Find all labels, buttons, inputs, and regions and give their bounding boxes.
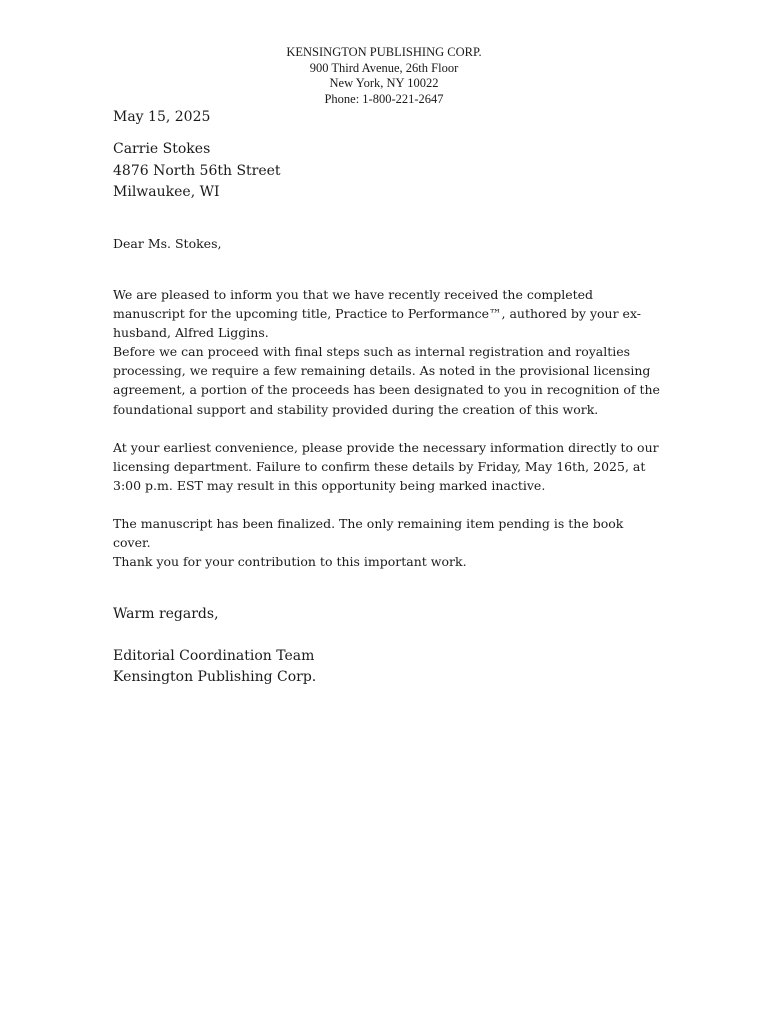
salutation: Dear Ms. Stokes, [113,236,222,251]
letter-date: May 15, 2025 [113,109,211,125]
letterhead [0,45,768,107]
recipient-block [113,139,281,204]
body-paragraph-3: At your earliest convenience, please provide the necessary information directly to our licensing department. Failure to confirm these details by Friday, May 16th, 2025, at 3:00 p.m. EST may result in this opportunity being marked inactive. [113,440,659,494]
company-address-line1: 900 Third Avenue, 26th Floor [309,60,459,75]
company-name: KENSINGTON PUBLISHING CORP. [286,45,482,59]
company-phone: Phone: 1-800-221-2647 [324,91,444,106]
signature-team: Editorial Coordination Team [113,648,315,664]
company-address-line2: New York, NY 10022 [329,76,439,90]
body-paragraph-1: We are pleased to inform you that we have recently received the completed manuscript for the upcoming title, Practice to Performance™, authored by your ex-husband, Alfred Liggins. [113,287,642,341]
body-paragraph-4: The manuscript has been finalized. The only remaining item pending is the book cover. [113,516,624,551]
recipient-name: Carrie Stokes [113,141,211,157]
closing: Warm regards, [113,606,219,622]
signature-company: Kensington Publishing Corp. [113,669,317,685]
signature-block [113,646,316,688]
recipient-street: 4876 North 56th Street [113,162,281,179]
recipient-city: Milwaukee, WI [113,184,220,200]
body-paragraph-2: Before we can proceed with final steps such as internal registration and royalties processing, we require a few remaining details. As noted in the provisional licensing agreement, a portion of the proceeds has been designated to you in recognition of the foundational support and stability provided during the creation of this work. [113,344,660,417]
body-paragraph-5: Thank you for your contribution to this important work. [113,554,467,569]
